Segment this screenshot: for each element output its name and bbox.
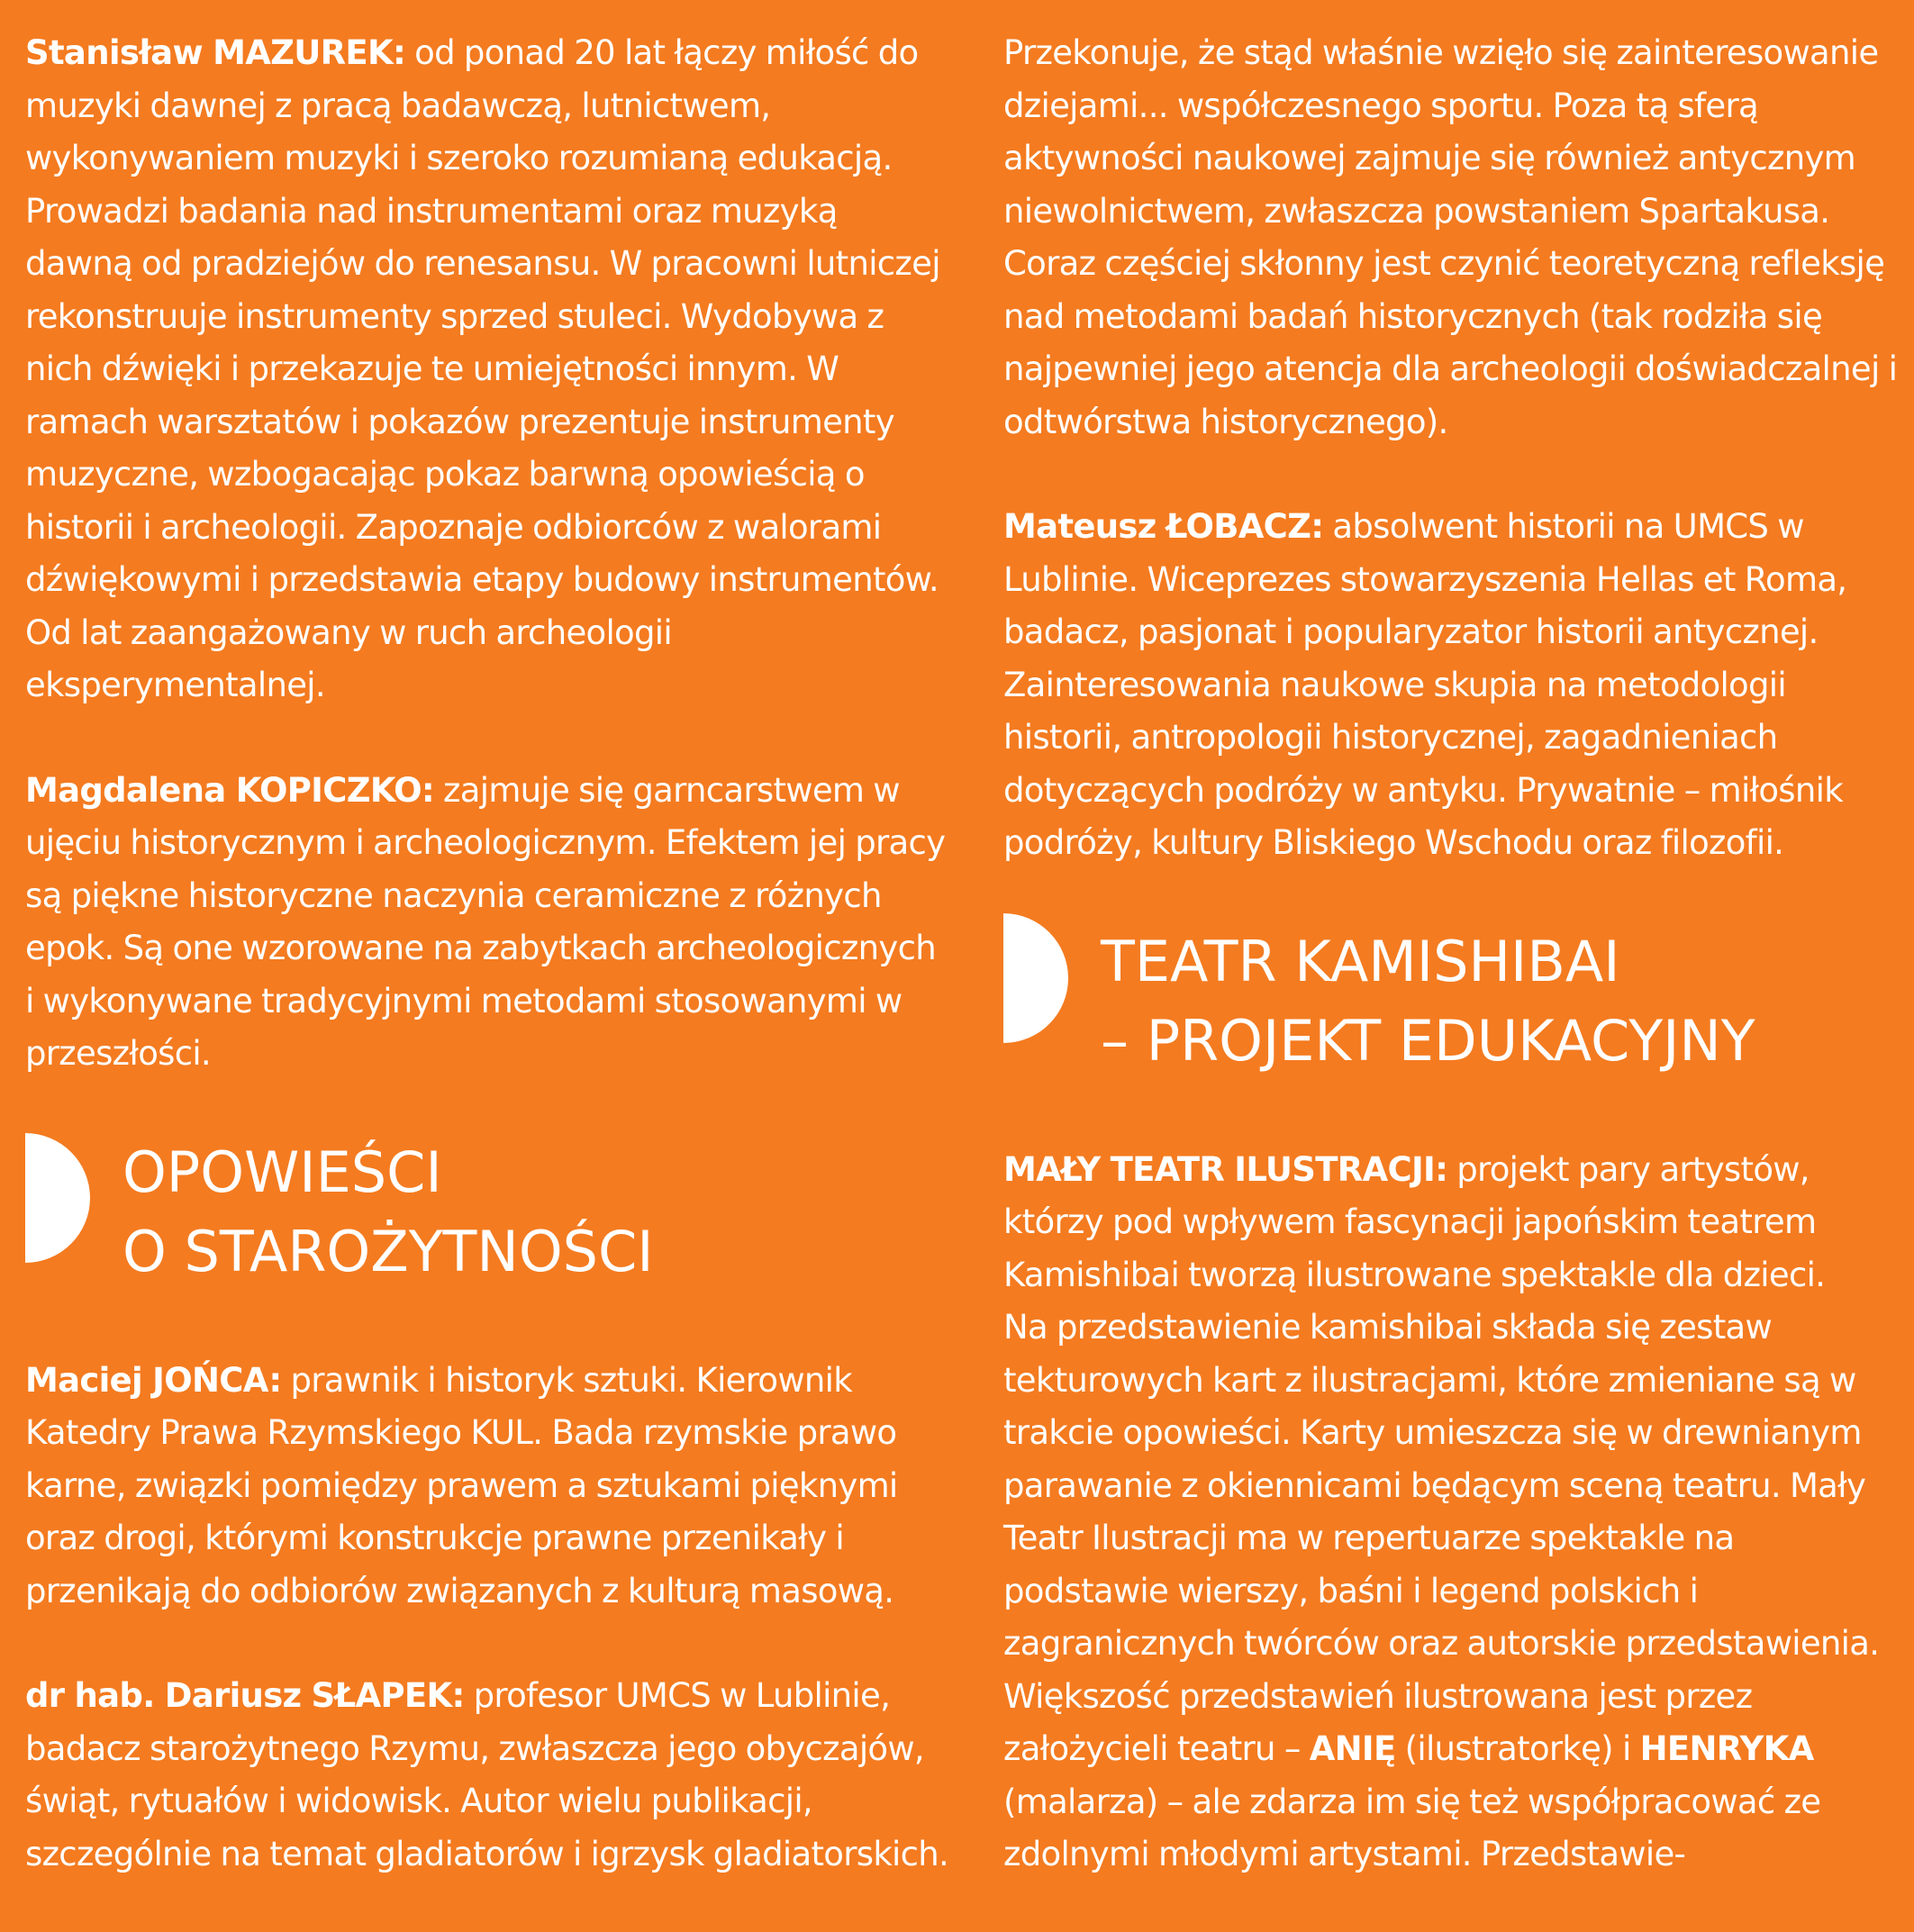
bio-name: Maciej JOŃCA: [25, 1360, 282, 1400]
bio-slapek [25, 1670, 953, 1881]
section-heading-kamishibai [1003, 922, 1904, 1081]
bio-mazurek [25, 27, 953, 712]
description-text: Na przedstawienie kamishibai składa się zestaw tekturowych kart z ilustracjami, które zmieniane są w trakcie opowieści. Karty umieszcza się w drewnianym parawanie z okiennicami będącym sceną teatru. Mały Teatr Ilustracji ma w repertuarze spektakle na podstawie wierszy, baśni i legend polskich i zagranicznych twórców oraz autorskie przedstawienia. Większość przedstawień ilustrowana jest przez założycieli teatru – [1003, 1308, 1880, 1768]
bio-text: absolwent historii na UMCS w Lublinie. Wiceprezes stowarzyszenia Hellas et Roma, badacz, pasjonat i popularyzator historii antycznej. Zainteresowania naukowe skupia na metodologii historii, antropologii historycznej, zagadnieniach dotyczących podróży w antyku. Prywatnie – miłośnik podróży, kultury Bliskiego Wschodu oraz filozofii. [1003, 507, 1847, 862]
bio-name: dr hab. Dariusz SŁAPEK: [25, 1676, 465, 1715]
bio-text: prawnik i historyk sztuki. Kierownik Katedry Prawa Rzymskiego KUL. Bada rzymskie prawo karne, związki pomiędzy prawem a sztukami pięknymi oraz drogi, którymi konstrukcje prawne przenikały i przenikają do odbiorów związanych z kulturą masową. [25, 1360, 898, 1610]
bio-kopiczko [25, 765, 953, 1081]
bio-name: Stanisław MAZUREK: [25, 33, 406, 72]
bio-text: projekt pary artystów, którzy pod wpływem fascynacji japońskim teatrem Kamishibai tworzą ilustrowane spektakle dla dzieci. [1003, 1149, 1826, 1294]
bio-slapek-continued: Przekonuje, że stąd właśnie wzięło się zainteresowanie dziejami... współczesnego sportu. Poza tą sferą aktywności naukowej zajmuje się również antycznym niewolnictwem, zwłaszcza powstaniem Spartakusa. Coraz częściej skłonny jest czynić teoretyczną refleksję nad metodami badań historycznych (tak rodziła się najpewniej jego atencja dla archeologii doświadczalnej i odtwórstwa historycznego). [1003, 33, 1898, 441]
bio-lobacz [1003, 501, 1904, 870]
bio-maly-teatr [1003, 1144, 1904, 1302]
bio-name: Mateusz ŁOBACZ: [1003, 507, 1324, 546]
section-title-line: TEATR KAMISHIBAI [1101, 928, 1620, 994]
artist-name-highlight: ANIĘ [1309, 1729, 1396, 1768]
section-title-line: OPOWIEŚCI [122, 1138, 442, 1205]
right-column [1003, 27, 1904, 1882]
section-title [1003, 922, 1904, 1081]
bio-text: profesor UMCS w Lublinie, badacz starożytnego Rzymu, zwłaszcza jego obyczajów, świąt, rytuałów i widowisk. Autor wielu publikacji, szczególnie na temat gladiatorów i igrzysk gladiatorskich. [25, 1676, 949, 1873]
section-title-line: O STAROŻYTNOŚCI [122, 1218, 654, 1284]
left-column [25, 27, 953, 1881]
bio-text: zajmuje się garncarstwem w ujęciu historycznym i archeologicznym. Efektem jej pracy są piękne historyczne naczynia ceramiczne z różnych epok. Są one wzorowane na zabytkach archeologicznych i wykonywane tradycyjnymi metodami stosowanymi w przeszłości. [25, 770, 946, 1073]
description-text: (ilustratorkę) i [1395, 1729, 1640, 1768]
bio-text: od ponad 20 lat łączy miłość do muzyki dawnej z pracą badawczą, lutnictwem, wykonywaniem muzyki i szeroko rozumianą edukacją. Prowadzi badania nad instrumentami oraz muzyką dawną od pradziejów do renesansu. W pracowni lutniczej rekonstruuje instrumenty sprzed stuleci. Wydobywa z nich dźwięki i przekazuje te umiejętności innym. W ramach warsztatów i pokazów prezentuje instrumenty muzyczne, wzbogacając pokaz barwną opowieścią o historii i archeologii. Zapoznaje odbiorców z walorami dźwiękowymi i przedstawia etapy budowy instrumentów. Od lat zaangażowany w ruch archeologii eksperymentalnej. [25, 33, 940, 704]
description-text: (malarza) – ale zdarza im się też współpracować ze zdolnymi młodymi artystami. Przedstawie- [1003, 1782, 1821, 1873]
bio-jonca [25, 1355, 953, 1619]
section-title [25, 1133, 953, 1292]
bio-name: Magdalena KOPICZKO: [25, 770, 434, 810]
artist-name-highlight: HENRYKA [1639, 1729, 1814, 1768]
section-title-line: – PROJEKT EDUKACYJNY [1101, 1007, 1755, 1074]
bio-name: MAŁY TEATR ILUSTRACJI: [1003, 1149, 1448, 1189]
kamishibai-description [1003, 1302, 1904, 1882]
section-heading-opowiesci [25, 1133, 953, 1292]
